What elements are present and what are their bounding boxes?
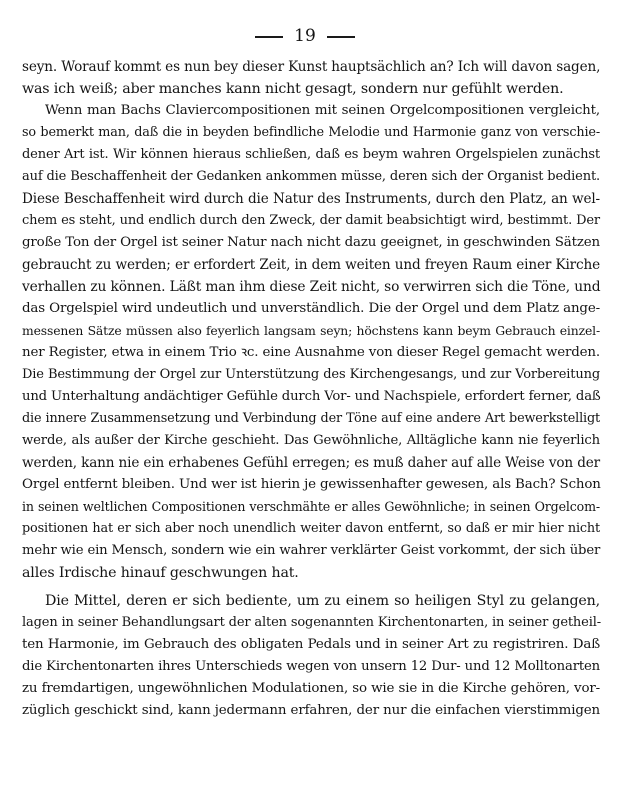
text-line: Orgel entfernt bleiben. Und wer ist hierin je gewissenhafter gewesen, als Bach? Schon — [22, 477, 601, 492]
text-line: chem es steht, und endlich durch den Zweck, der damit beabsichtigt wird, bestimmt. Der — [22, 213, 600, 228]
text-line: werden, kann nie ein erhabenes Gefühl erregen; es muß daher auf alle Weise von der — [22, 455, 600, 471]
text-line: werde, als außer der Kirche geschieht. Das Gewöhnliche, Alltägliche kann nie feyerlich — [22, 433, 600, 448]
text-line: Wenn man Bachs Claviercompositionen mit seinen Orgelcompositionen vergleicht, — [45, 103, 600, 118]
text-line: und Unterhaltung andächtiger Gefühle durch Vor- und Nachspiele, erfordert ferner, daß — [22, 389, 601, 404]
text-line: was ich weiß; aber manches kann nicht gesagt, sondern nur gefühlt werden. — [22, 81, 564, 97]
text-line: ten Harmonie, im Gebrauch des obligaten Pedals und in seiner Art zu registriren. Daß — [22, 637, 600, 652]
text-line: alles Irdische hinauf geschwungen hat. — [22, 565, 299, 581]
text-line: verhallen zu können. Läßt man ihm diese Zeit nicht, so verwirren sich die Töne, und — [22, 279, 601, 295]
text-line: die innere Zusammensetzung und Verbindung der Töne auf eine andere Art bewerkstelligt — [22, 411, 600, 426]
text-line: zu fremdartigen, ungewöhnlichen Modulationen, so wie sie in die Kirche gehören, vor- — [22, 681, 600, 696]
page-number: 19 — [294, 26, 316, 46]
text-line: dener Art ist. Wir können hieraus schließen, daß es beym wahren Orgelspielen zunächst — [22, 147, 600, 162]
text-line: positionen hat er sich aber noch unendlich weiter davon entfernt, so daß er mir hier nicht — [22, 521, 600, 536]
text-line: Diese Beschaffenheit wird durch die Natur des Instruments, durch den Platz, an wel- — [22, 191, 600, 207]
text-line: die Kirchentonarten ihres Unterschieds wegen von unsern 12 Dur- und 12 Molltonarten — [22, 659, 600, 674]
text-line: das Orgelspiel wird undeutlich und unverständlich. Die der Orgel und dem Platz ange- — [22, 301, 600, 316]
text-line: lagen in seiner Behandlungsart der alten sogenannten Kirchentonarten, in seiner getheil- — [22, 615, 601, 630]
text-line: so bemerkt man, daß die in beyden befindliche Melodie und Harmonie ganz von verschie- — [22, 125, 600, 140]
page-header — [0, 22, 633, 52]
text-line: messenen Sätze müssen also feyerlich langsam seyn; höchstens kann beym Gebrauch einzel- — [22, 323, 600, 338]
text-line: seyn. Worauf kommt es nun bey dieser Kunst hauptsächlich an? Ich will davon sagen, — [22, 59, 601, 75]
text-line: züglich geschickt sind, kann jedermann erfahren, der nur die einfachen vierstimmigen — [22, 703, 600, 718]
text-line: Die Mittel, deren er sich bediente, um zu einem so heiligen Styl zu gelangen, — [45, 593, 600, 609]
header-rule-left — [255, 36, 283, 38]
text-line: gebraucht zu werden; er erfordert Zeit, in dem weiten und freyen Raum einer Kirche — [22, 257, 600, 273]
text-line: ner Register, etwa in einem Trio ꝛc. eine Ausnahme von dieser Regel gemacht werden. — [22, 345, 600, 360]
text-line: große Ton der Orgel ist seiner Natur nach nicht dazu geeignet, in geschwinden Sätzen — [22, 235, 600, 250]
text-line: mehr wie ein Mensch, sondern wie ein wahrer verklärter Geist vorkommt, der sich über — [22, 543, 601, 558]
text-line: auf die Beschaffenheit der Gedanken ankommen müsse, deren sich der Organist bedient. — [22, 169, 600, 184]
text-line: in seinen weltlichen Compositionen verschmähte er alles Gewöhnliche; in seinen Orgelcom- — [22, 499, 600, 514]
text-line: Die Bestimmung der Orgel zur Unterstützung des Kirchengesangs, und zur Vorbereitung — [22, 367, 600, 382]
header-rule-right — [327, 36, 355, 38]
